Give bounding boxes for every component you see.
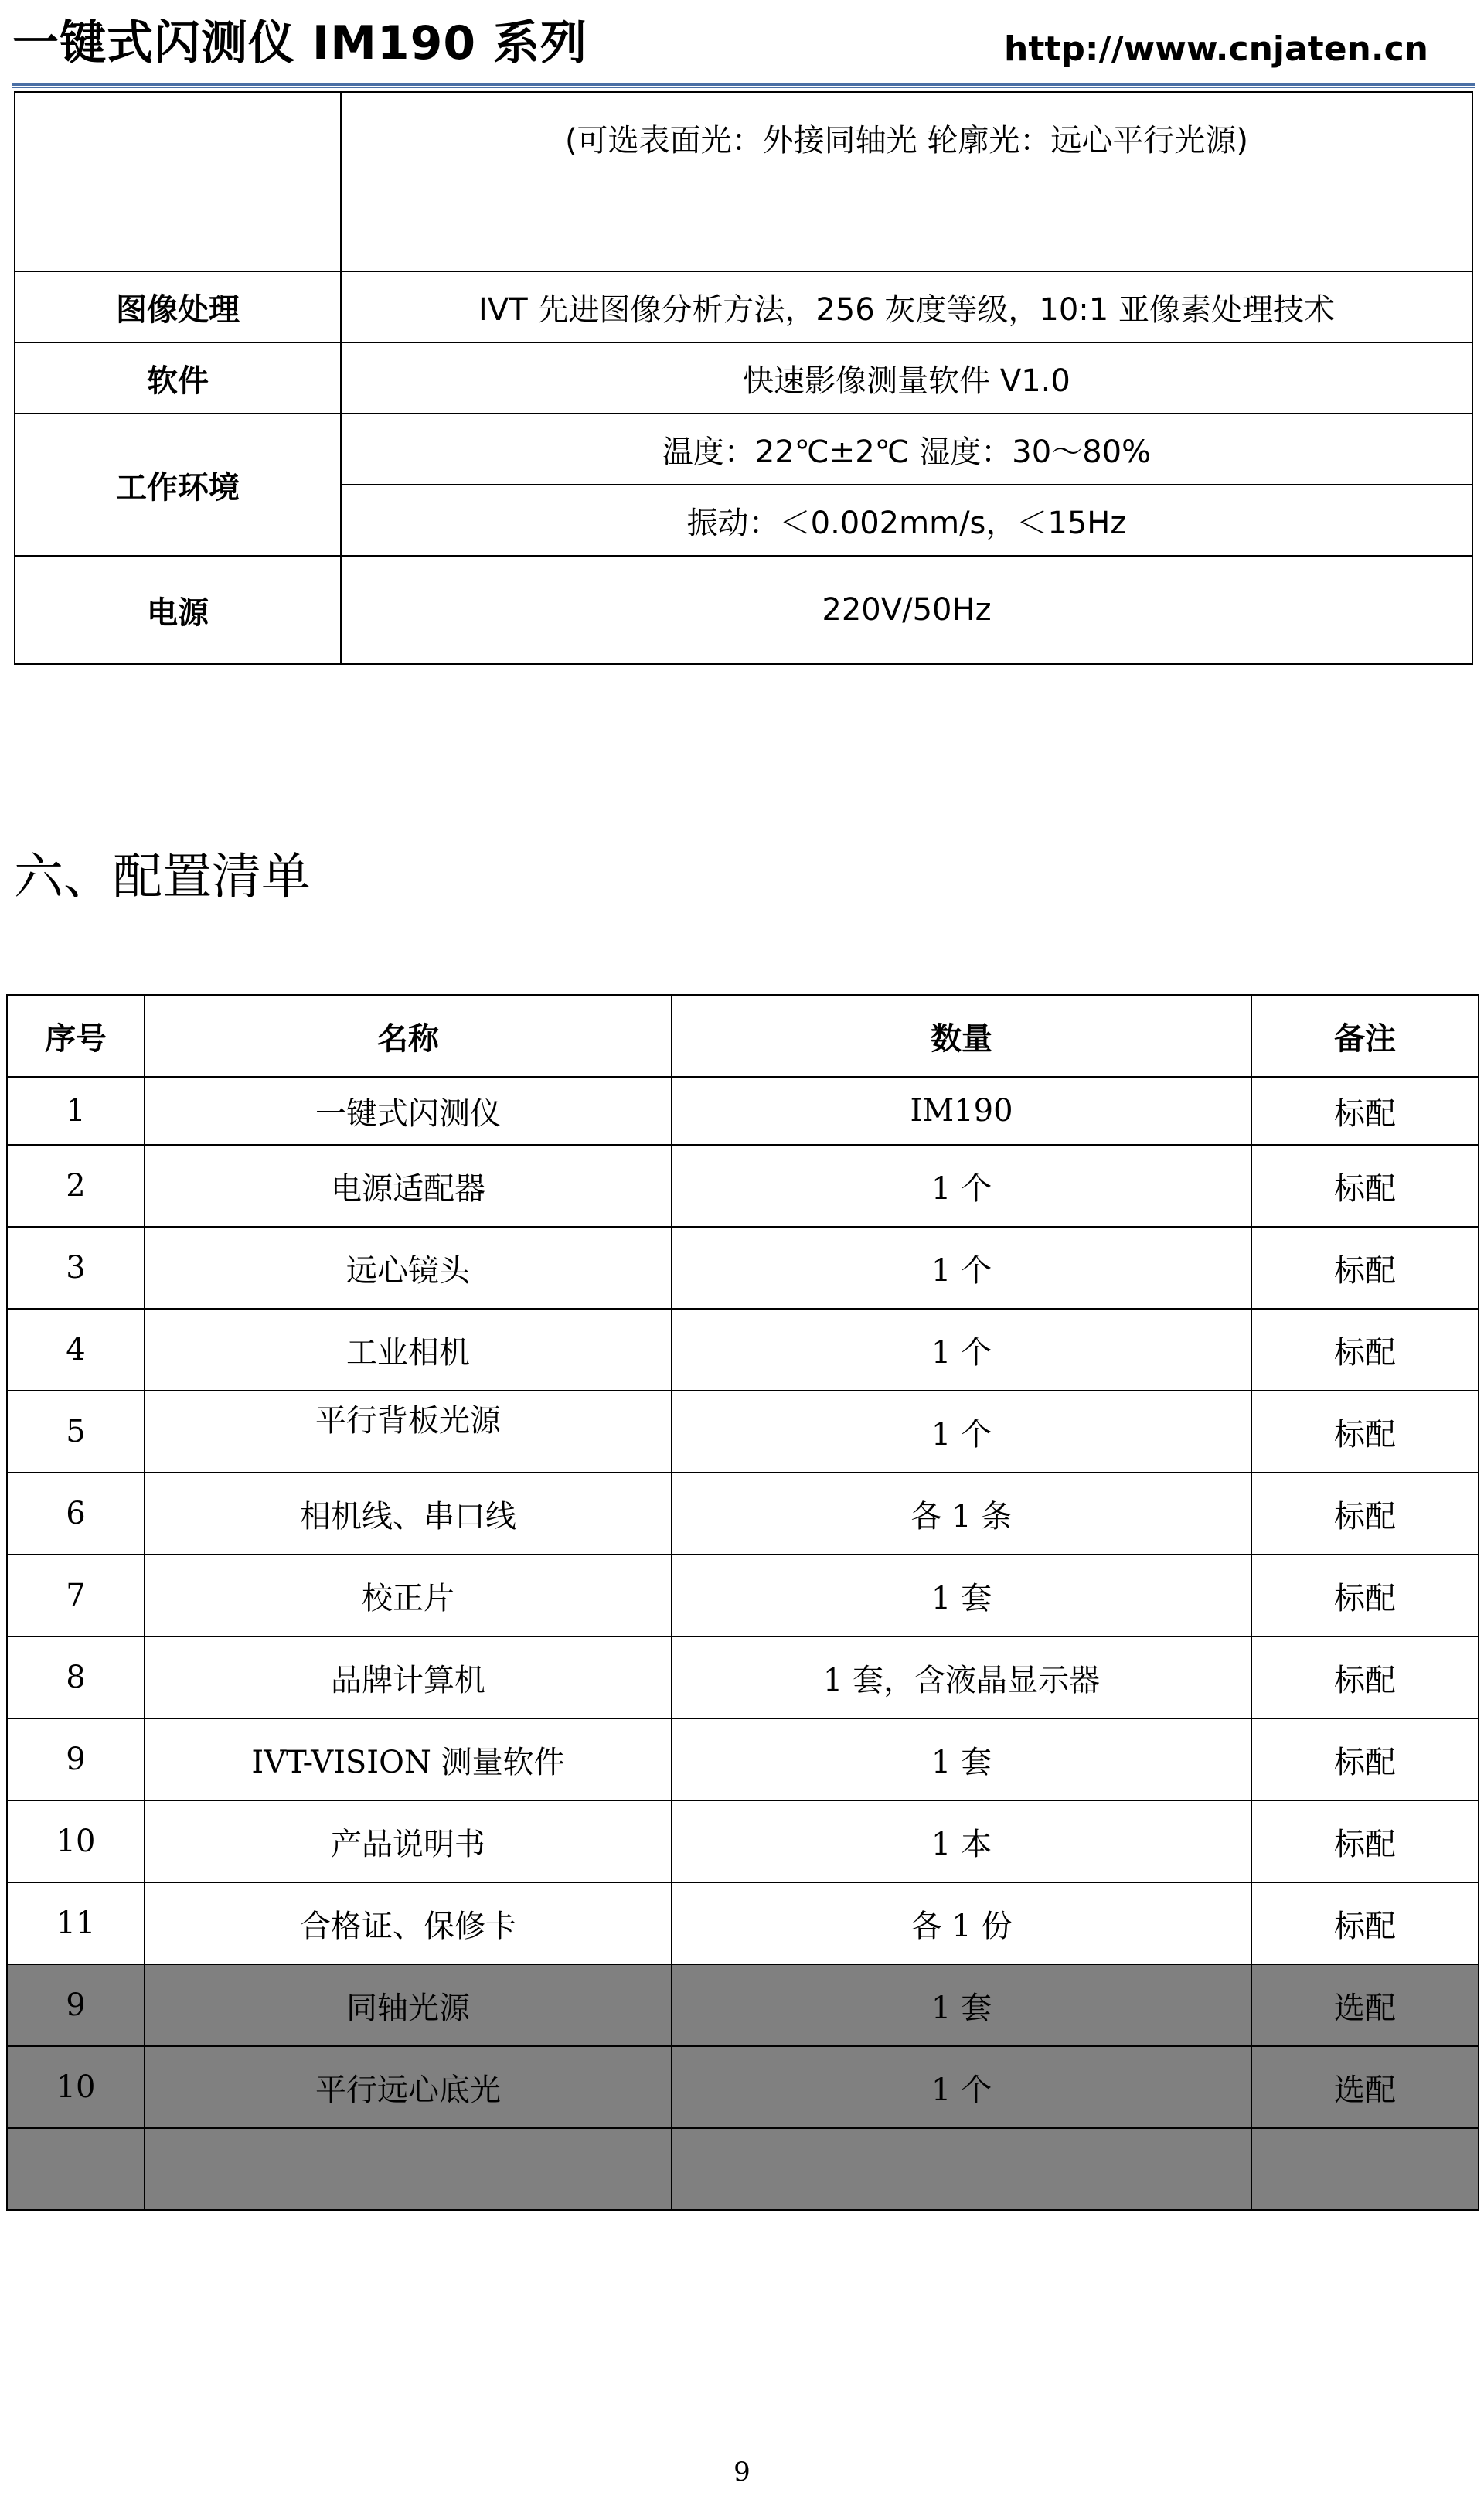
cell-empty [145, 2128, 672, 2210]
cell-empty [672, 2128, 1251, 2210]
cell-name: 一键式闪测仪 [145, 1077, 672, 1145]
column-header: 备注 [1251, 995, 1479, 1077]
website-url[interactable]: http://www.cnjaten.cn [1004, 29, 1428, 69]
cell-index: 2 [7, 1145, 145, 1227]
column-header: 序号 [7, 995, 145, 1077]
column-header: 名称 [145, 995, 672, 1077]
cell-name: 同轴光源 [145, 1964, 672, 2046]
cell-note: 标配 [1251, 1309, 1479, 1391]
cell-quantity: 1 个 [672, 1309, 1251, 1391]
cell-note: 选配 [1251, 1964, 1479, 2046]
cell-quantity: 1 套 [672, 1964, 1251, 2046]
table-row [7, 1473, 1479, 1555]
cell-name: 合格证、保修卡 [145, 1882, 672, 1964]
cell-note: 标配 [1251, 1473, 1479, 1555]
cell-quantity: 1 个 [672, 1145, 1251, 1227]
cell-index: 11 [7, 1882, 145, 1964]
spec-row-power [15, 556, 1472, 664]
spec-label: 软件 [15, 342, 341, 414]
cell-name: 工业相机 [145, 1309, 672, 1391]
table-row [7, 1309, 1479, 1391]
table-row-empty [7, 2128, 1479, 2210]
cell-quantity: 1 套，含液晶显示器 [672, 1637, 1251, 1718]
table-row [7, 1637, 1479, 1718]
header-divider [12, 83, 1475, 86]
cell-index: 10 [7, 2046, 145, 2128]
cell-name [145, 1391, 672, 1473]
table-row-optional [7, 2046, 1479, 2128]
page-number: 9 [733, 2457, 751, 2488]
spec-label: 工作环境 [15, 414, 341, 556]
spec-light-source-note: (可选表面光：外接同轴光 轮廓光：远心平行光源) [341, 92, 1472, 271]
cell-note: 标配 [1251, 1882, 1479, 1964]
cell-quantity: 1 套 [672, 1718, 1251, 1800]
spec-row-environment [15, 414, 1472, 485]
cell-quantity: IM190 [672, 1077, 1251, 1145]
table-row [7, 1555, 1479, 1637]
cell-index: 3 [7, 1227, 145, 1309]
cell-name: 相机线、串口线 [145, 1473, 672, 1555]
cell-index: 5 [7, 1391, 145, 1473]
cell-note: 选配 [1251, 2046, 1479, 2128]
cell-quantity: 1 个 [672, 1227, 1251, 1309]
table-row [7, 1077, 1479, 1145]
table-row [7, 1882, 1479, 1964]
cell-name: 电源适配器 [145, 1145, 672, 1227]
cell-index: 6 [7, 1473, 145, 1555]
cell-empty [7, 2128, 145, 2210]
table-row [7, 1145, 1479, 1227]
cell-name: 远心镜头 [145, 1227, 672, 1309]
cell-index: 4 [7, 1309, 145, 1391]
table-row-optional [7, 1964, 1479, 2046]
spec-row-image-processing [15, 271, 1472, 342]
cell-index: 7 [7, 1555, 145, 1637]
cell-note: 标配 [1251, 1800, 1479, 1882]
cell-quantity: 1 个 [672, 2046, 1251, 2128]
spec-label-empty [15, 92, 341, 271]
cell-note: 标配 [1251, 1391, 1479, 1473]
cell-index: 9 [7, 1718, 145, 1800]
spec-value: IVT 先进图像分析方法，256 灰度等级，10:1 亚像素处理技术 [341, 271, 1472, 342]
spec-value: 温度：22℃±2℃ 湿度：30～80% [341, 414, 1472, 485]
cell-index: 10 [7, 1800, 145, 1882]
cell-name: IVT-VISION 测量软件 [145, 1718, 672, 1800]
cell-note: 标配 [1251, 1637, 1479, 1718]
cell-note: 标配 [1251, 1555, 1479, 1637]
column-header: 数量 [672, 995, 1251, 1077]
cell-index: 9 [7, 1964, 145, 2046]
table-row [7, 1227, 1479, 1309]
cell-name-text: 平行背板光源 [315, 1402, 501, 1439]
cell-quantity: 各 1 条 [672, 1473, 1251, 1555]
cell-note: 标配 [1251, 1718, 1479, 1800]
cell-note: 标配 [1251, 1145, 1479, 1227]
spec-label: 电源 [15, 556, 341, 664]
cell-note: 标配 [1251, 1077, 1479, 1145]
section-title: 六、配置清单 [14, 849, 311, 906]
cell-name: 平行远心底光 [145, 2046, 672, 2128]
spec-value: 220V/50Hz [341, 556, 1472, 664]
spec-row-light-source [15, 92, 1472, 271]
cell-note: 标配 [1251, 1227, 1479, 1309]
cell-quantity: 各 1 份 [672, 1882, 1251, 1964]
cell-quantity: 1 个 [672, 1391, 1251, 1473]
table-row [7, 1718, 1479, 1800]
cell-quantity: 1 套 [672, 1555, 1251, 1637]
header-divider-thin [12, 87, 1475, 88]
cell-name: 校正片 [145, 1555, 672, 1637]
cell-name: 品牌计算机 [145, 1637, 672, 1718]
config-header-row [7, 995, 1479, 1077]
cell-index: 8 [7, 1637, 145, 1718]
cell-name: 产品说明书 [145, 1800, 672, 1882]
table-row [7, 1391, 1479, 1473]
config-table [6, 994, 1479, 2211]
page-header [12, 9, 1475, 88]
spec-value: 快速影像测量软件 V1.0 [341, 342, 1472, 414]
table-row [7, 1800, 1479, 1882]
spec-row-software [15, 342, 1472, 414]
cell-index: 1 [7, 1077, 145, 1145]
spec-label: 图像处理 [15, 271, 341, 342]
spec-table [14, 91, 1473, 665]
spec-value: 振动：＜0.002mm/s，＜15Hz [341, 485, 1472, 556]
document-title: 一键式闪测仪 IM190 系列 [12, 16, 588, 70]
cell-empty [1251, 2128, 1479, 2210]
cell-quantity: 1 本 [672, 1800, 1251, 1882]
